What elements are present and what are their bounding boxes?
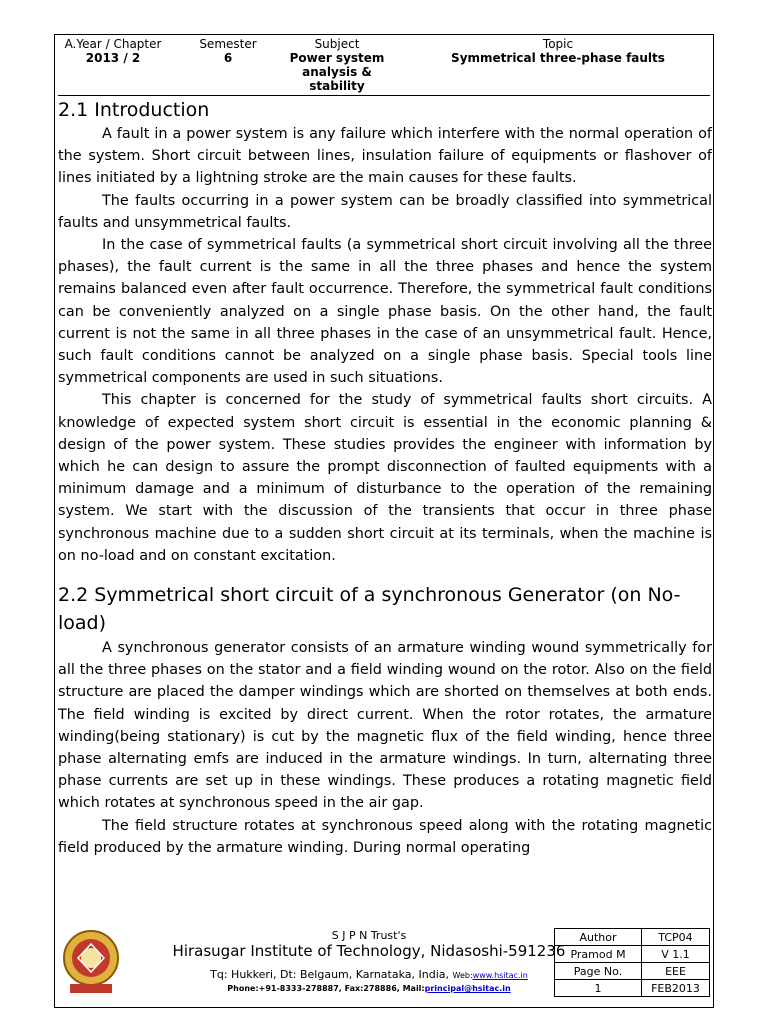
table-cell: V 1.1: [642, 946, 710, 963]
paragraph: A fault in a power system is any failure which interfere with the normal operation of the system. Short circuit between lines, insulation failure of equipments or flashover of lines initiated by a lightning stroke are the main causes for these faults.: [58, 126, 712, 187]
table-row: [555, 929, 710, 946]
paragraph: The faults occurring in a power system can be broadly classified into symmetrical faults and unsymmetrical faults.: [58, 192, 712, 231]
document-meta-table: [554, 928, 710, 997]
table-cell: EEE: [642, 963, 710, 980]
table-row: [555, 963, 710, 980]
table-cell: FEB2013: [642, 980, 710, 997]
contact-text: Phone:+91-8333-278887, Fax:278886, Mail:: [227, 984, 425, 993]
topic-label: Topic: [542, 37, 574, 51]
table-row: [555, 980, 710, 997]
subject-value: Power system analysis & stability: [289, 51, 385, 93]
document-header: [58, 37, 710, 96]
topic-value: Symmetrical three-phase faults: [451, 51, 665, 65]
semester-label: Semester: [199, 37, 257, 51]
trust-name: S J P N Trust's: [331, 929, 407, 942]
section-heading-symmetrical-short-circuit: 2.2 Symmetrical short circuit of a synchronous Generator (on No-load): [58, 584, 681, 635]
section-heading-introduction: 2.1 Introduction: [58, 99, 210, 121]
paragraph: This chapter is concerned for the study of symmetrical faults short circuits. A knowledge of expected system short circuit is essential in the economic planning & design of the power system. These studies provides the engineer with information by which he can design to assure the prompt disconnection of faulted equipments with a minimum damage and a minimum of disturbance to the operation of the remaining system. We start with the discussion of the transients that occur in three phase synchronous machine due to a sudden short circuit at its terminals, when the machine is on no-load and on constant excitation.: [58, 392, 712, 564]
table-cell: TCP04: [642, 929, 710, 946]
web-label: Web:: [452, 971, 473, 980]
year-chapter-label: A.Year / Chapter: [64, 37, 162, 51]
table-cell: 1: [555, 980, 642, 997]
header-semester: [188, 37, 268, 65]
table-row: [555, 946, 710, 963]
table-cell: Page No.: [555, 963, 642, 980]
year-chapter-value: 2013 / 2: [85, 51, 141, 65]
semester-value: 6: [223, 51, 233, 65]
website-link[interactable]: www.hsitac.in: [472, 971, 528, 980]
paragraph: In the case of symmetrical faults (a symmetrical short circuit involving all the three phases), the fault current is the same in all the three phases and hence the system remains balanced even after fault occurrence. Therefore, the symmetrical fault conditions can be conveniently analyzed on a single phase basis. On the other hand, the fault current is not the same in all three phases in the case of an unsymmetrical fault. Hence, such fault conditions cannot be analyzed on a single phase basis. Special tools line symmetrical components are used in such situations.: [58, 237, 712, 387]
document-body: [58, 97, 712, 859]
table-cell: Author: [555, 929, 642, 946]
table-cell: Pramod M: [555, 946, 642, 963]
paragraph: A synchronous generator consists of an armature winding wound symmetrically for all the three phases on the stator and a field winding wound on the rotor. Also on the field structure are placed the damper windings which are shorted on themselves at both ends. The field winding is excited by direct current. When the rotor rotates, the armature winding(being stationary) is cut by the magnetic flux of the field winding, hence three phase alternating emfs are induced in the armature windings. In turn, alternating three phase currents are set up in these windings. These produces a rotating magnetic field which rotates at synchronous speed in the air gap.: [58, 640, 712, 812]
header-year-chapter: [58, 37, 168, 65]
subject-label: Subject: [314, 37, 360, 51]
header-subject: [276, 37, 398, 93]
document-footer: [54, 926, 714, 1008]
institute-logo-icon: [58, 928, 124, 996]
header-topic: [428, 37, 688, 65]
institute-name: Hirasugar Institute of Technology, Nidasoshi-591236: [172, 942, 566, 960]
address-text: Tq: Hukkeri, Dt: Belgaum, Karnataka, India,: [210, 968, 450, 981]
paragraph: The field structure rotates at synchronous speed along with the rotating magnetic field produced by the armature winding. During normal operating: [58, 817, 712, 856]
institute-address: [134, 968, 604, 981]
contact-line: [134, 984, 604, 993]
email-link[interactable]: principal@hsitac.in: [424, 984, 511, 993]
